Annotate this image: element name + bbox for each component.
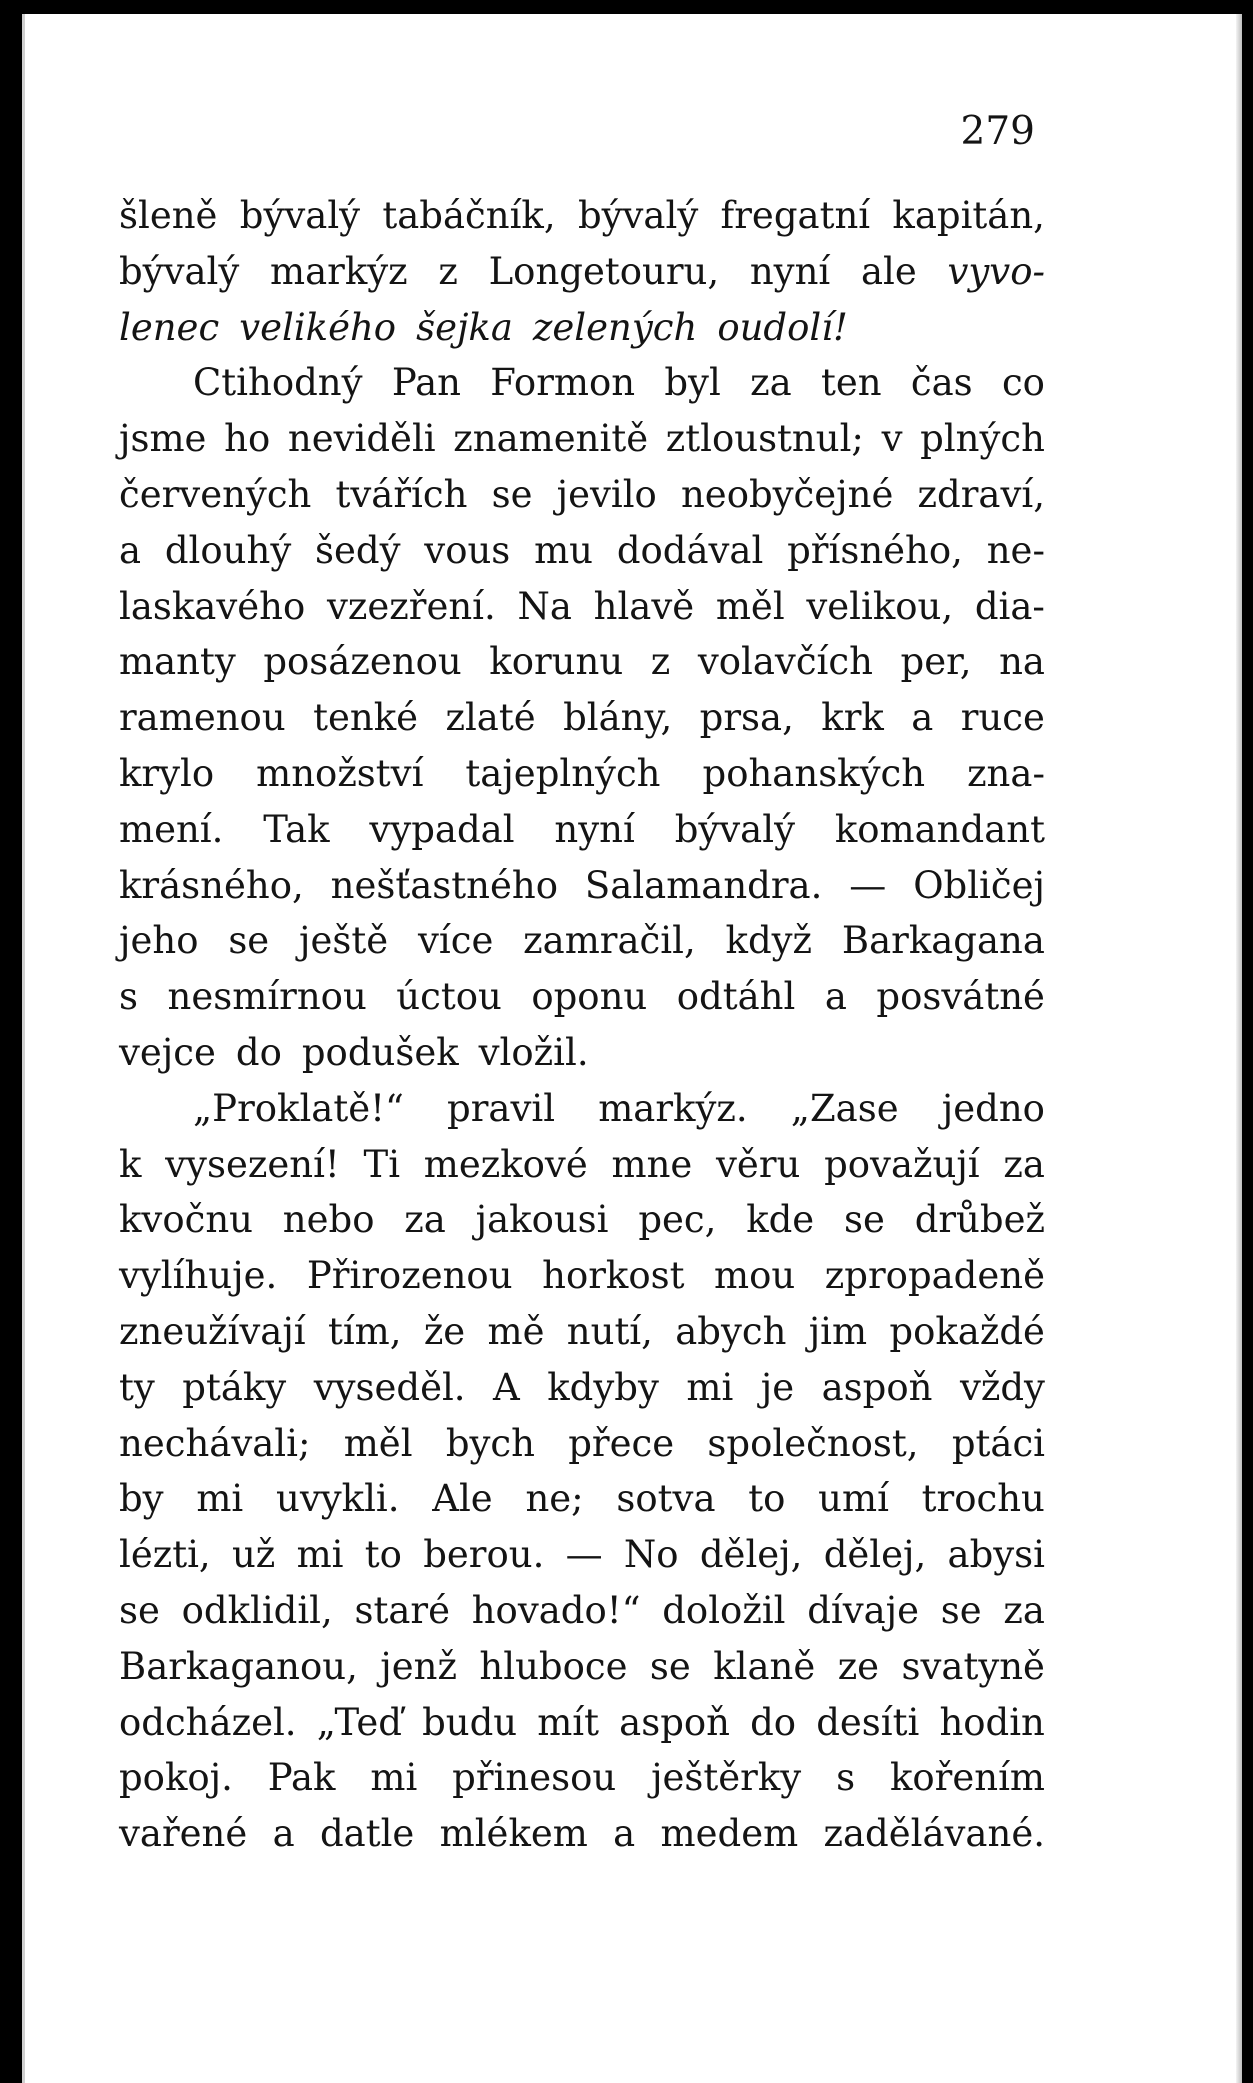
word: úctou: [396, 975, 502, 1019]
text-line: [119, 579, 1045, 635]
word: když: [725, 919, 813, 963]
word: Ale: [432, 1477, 493, 1521]
word: že: [423, 1309, 466, 1353]
word: mi: [686, 1365, 734, 1409]
word: krásného,: [119, 863, 304, 907]
word: umí: [818, 1477, 889, 1521]
text-line: [119, 969, 1045, 1025]
word: za: [1003, 1588, 1045, 1632]
word: je: [760, 1365, 795, 1409]
word: doložil: [662, 1588, 786, 1632]
word: oponu: [531, 975, 648, 1019]
word: k: [119, 1142, 142, 1186]
word: manty: [119, 640, 236, 684]
word: za: [404, 1198, 446, 1242]
word: markýz.: [598, 1086, 748, 1130]
word: se: [228, 919, 270, 963]
word: tenké: [313, 696, 419, 740]
word: pokaždé: [889, 1309, 1045, 1353]
word: pec,: [638, 1198, 717, 1242]
word: bývalý: [577, 194, 699, 237]
word: kdyby: [547, 1365, 659, 1409]
scan-left-border: [0, 0, 22, 2083]
word: Longetouru,: [488, 249, 720, 293]
word: odtáhl: [676, 975, 796, 1019]
word: prsa,: [699, 696, 794, 740]
text-line: [119, 1583, 1045, 1639]
body-text: [119, 188, 1045, 1862]
word: posázenou: [263, 640, 462, 684]
word: volavčích: [697, 640, 873, 684]
word: ze: [837, 1644, 880, 1688]
word: mlékem: [439, 1812, 588, 1856]
word: abysi: [947, 1533, 1045, 1577]
word: Salamandra.: [584, 863, 823, 907]
text-line: [119, 1416, 1045, 1472]
text-line: [119, 858, 1045, 914]
word: jenž: [380, 1644, 457, 1688]
word: jim: [808, 1309, 868, 1353]
word: ještěrky: [651, 1756, 802, 1800]
word: s: [836, 1756, 856, 1800]
word: kvočnu: [119, 1198, 253, 1242]
word: jevilo: [556, 472, 657, 516]
word: A: [493, 1365, 520, 1409]
word: do: [235, 1030, 282, 1074]
word: mi: [196, 1477, 244, 1521]
word: a: [911, 696, 934, 740]
text-line: [119, 1025, 1045, 1081]
word: ptáky: [182, 1365, 287, 1409]
word: mne: [611, 1142, 693, 1186]
word: mi: [296, 1533, 344, 1577]
text-line: [119, 355, 1045, 411]
word: tvářích: [335, 472, 468, 516]
page-edge-shadow: [1236, 14, 1242, 2083]
word: přinesou: [452, 1756, 617, 1800]
word: s: [119, 975, 138, 1019]
word: na: [999, 640, 1045, 684]
word: byl: [664, 361, 721, 405]
word: bývalý: [119, 249, 240, 293]
word: hluboce: [479, 1644, 628, 1688]
word: blány,: [563, 696, 673, 740]
word: se: [119, 1588, 160, 1632]
word: více: [417, 919, 494, 963]
word: za: [750, 361, 792, 405]
word: vypadal: [369, 807, 515, 851]
text-line: [119, 1360, 1045, 1416]
word: mu: [534, 528, 594, 572]
word: nebo: [282, 1198, 375, 1242]
text-line: [119, 1527, 1045, 1583]
word: sotva: [616, 1477, 716, 1521]
word: ho: [224, 417, 271, 461]
word: čas: [910, 361, 973, 405]
word: jeho: [119, 919, 199, 963]
text-line: [119, 300, 1045, 356]
word: —: [849, 863, 887, 907]
word: pokoj.: [119, 1756, 233, 1800]
word: krylo: [119, 751, 215, 795]
word: mezkové: [423, 1142, 588, 1186]
word: ztloustnul;: [665, 417, 864, 461]
word: staré: [354, 1588, 450, 1632]
text-line: [119, 1081, 1045, 1137]
word: se: [844, 1198, 885, 1242]
word: ten: [820, 361, 882, 405]
word: zpropadeně: [824, 1254, 1045, 1298]
word: dlouhý: [164, 528, 292, 572]
word: kořením: [889, 1756, 1045, 1800]
word: Formon: [490, 361, 636, 405]
word: šejka: [416, 305, 513, 349]
word: ptáci: [951, 1421, 1045, 1465]
word: No: [623, 1533, 679, 1577]
word: a: [272, 1812, 295, 1856]
word: laskavého: [119, 584, 306, 628]
word: vyvo-: [947, 249, 1045, 293]
word: oudolí!: [717, 305, 848, 349]
word: jsme: [119, 417, 207, 461]
word: vložil.: [478, 1030, 589, 1074]
word: a: [613, 1812, 636, 1856]
word: nyní: [554, 807, 635, 851]
word: bývalý: [674, 807, 795, 851]
word: pravil: [447, 1086, 556, 1130]
word: mi: [370, 1756, 418, 1800]
word: věru: [716, 1142, 801, 1186]
word: velikou,: [806, 584, 954, 628]
word: nutí,: [566, 1309, 653, 1353]
word: šleně: [119, 194, 218, 237]
word: Přirozenou: [306, 1254, 513, 1298]
word: Ti: [363, 1142, 401, 1186]
word: per,: [900, 640, 972, 684]
word: zamračil,: [523, 919, 696, 963]
word: aspoň: [619, 1700, 730, 1744]
word: horkost: [542, 1254, 685, 1298]
word: zlaté: [445, 696, 536, 740]
text-line: [119, 244, 1045, 300]
word: vous: [424, 528, 511, 572]
word: ale: [860, 249, 917, 293]
word: mení.: [119, 807, 224, 851]
text-line: [119, 1248, 1045, 1304]
text-line: [119, 523, 1045, 579]
word: desíti: [816, 1700, 920, 1744]
word: nesmírnou: [167, 975, 367, 1019]
word: už: [231, 1533, 276, 1577]
word: berou.: [423, 1533, 545, 1577]
word: ramenou: [119, 696, 286, 740]
word: ne-: [986, 528, 1045, 572]
word: dodával: [616, 528, 764, 572]
word: z: [438, 249, 458, 293]
word: dia-: [974, 584, 1045, 628]
word: nešťastného: [330, 863, 558, 907]
word: budu: [422, 1700, 518, 1744]
word: plných: [920, 417, 1045, 461]
word: a: [119, 528, 142, 572]
word: ne;: [525, 1477, 584, 1521]
text-line: [119, 411, 1045, 467]
word: mít: [537, 1700, 600, 1744]
word: mou: [714, 1254, 796, 1298]
word: tabáčník,: [382, 194, 556, 237]
word: tajeplných: [465, 751, 661, 795]
word: posvátné: [876, 975, 1045, 1019]
word: to: [364, 1533, 402, 1577]
word: tím,: [327, 1309, 402, 1353]
word: lézti,: [119, 1533, 211, 1577]
text-line: [119, 802, 1045, 858]
word: markýz: [270, 249, 408, 293]
word: „Zase: [790, 1086, 899, 1130]
text-line: [119, 1639, 1045, 1695]
word: co: [1001, 361, 1045, 405]
word: měl: [343, 1421, 413, 1465]
word: hlavě: [593, 584, 695, 628]
word: „Proklatě!“: [193, 1086, 404, 1130]
word: společnost,: [707, 1421, 919, 1465]
word: vejce: [119, 1030, 216, 1074]
word: korunu: [489, 640, 624, 684]
word: neobyčejné: [680, 472, 894, 516]
word: přísného,: [787, 528, 963, 572]
word: zdraví,: [917, 472, 1045, 516]
word: zna-: [967, 751, 1045, 795]
word: by: [119, 1477, 164, 1521]
word: ruce: [960, 696, 1045, 740]
word: vysezení!: [165, 1142, 340, 1186]
text-line: [119, 1137, 1045, 1193]
text-line: [119, 1750, 1045, 1806]
word: datle: [319, 1812, 415, 1856]
word: do: [750, 1700, 797, 1744]
word: vyseděl.: [313, 1365, 466, 1409]
word: ještě: [299, 919, 389, 963]
text-line: [119, 1192, 1045, 1248]
word: hodin: [939, 1700, 1045, 1744]
scan-left-edge: [22, 14, 25, 2083]
text-line: [119, 1304, 1045, 1360]
word: vařené: [119, 1812, 248, 1856]
text-line: [119, 746, 1045, 802]
text-line: [119, 690, 1045, 746]
word: podušek: [301, 1030, 459, 1074]
word: měl: [715, 584, 785, 628]
word: drůbež: [914, 1198, 1045, 1242]
word: mě: [487, 1309, 545, 1353]
word: zadělávané.: [823, 1812, 1045, 1856]
word: uvykli.: [276, 1477, 400, 1521]
text-line: [119, 1695, 1045, 1751]
word: v: [881, 417, 903, 461]
page-number: 279: [960, 109, 1035, 154]
word: množství: [256, 751, 424, 795]
text-line: [119, 467, 1045, 523]
word: —: [565, 1533, 603, 1577]
word: považují: [824, 1142, 980, 1186]
word: klaně: [713, 1644, 816, 1688]
word: nechávali;: [119, 1421, 311, 1465]
text-line: [119, 1806, 1045, 1862]
word: dělej,: [823, 1533, 927, 1577]
word: se: [491, 472, 533, 516]
word: znamenitě: [453, 417, 649, 461]
word: dělej,: [699, 1533, 803, 1577]
word: zelených: [532, 305, 698, 349]
word: ty: [119, 1365, 155, 1409]
word: Barkaganou,: [119, 1644, 358, 1688]
text-line: [119, 913, 1045, 969]
word: přece: [568, 1421, 675, 1465]
word: za: [1003, 1142, 1045, 1186]
word: hovado!“: [471, 1588, 641, 1632]
word: neviděli: [287, 417, 436, 461]
word: Pak: [267, 1756, 336, 1800]
word: se: [649, 1644, 691, 1688]
word: lenec: [119, 305, 220, 349]
word: nyní: [749, 249, 831, 293]
word: Pan: [391, 361, 461, 405]
text-line: [119, 634, 1045, 690]
word: kde: [746, 1198, 815, 1242]
word: Tak: [263, 807, 330, 851]
word: zneužívají: [119, 1309, 306, 1353]
word: jakousi: [475, 1198, 609, 1242]
scan-top-border: [0, 0, 1253, 14]
word: svatyně: [901, 1644, 1045, 1688]
word: Ctihodný: [193, 361, 363, 405]
word: velikého: [239, 305, 397, 349]
word: odcházel.: [119, 1700, 297, 1744]
text-line: [119, 188, 1045, 244]
word: aspoň: [821, 1365, 933, 1409]
word: bych: [445, 1421, 535, 1465]
word: dívaje: [807, 1588, 920, 1632]
word: komandant: [834, 807, 1045, 851]
word: vždy: [959, 1365, 1045, 1409]
word: pohanských: [702, 751, 926, 795]
word: abych: [675, 1309, 787, 1353]
word: krk: [821, 696, 884, 740]
word: „Teď: [316, 1700, 402, 1744]
word: Na: [517, 584, 572, 628]
word: kapitán,: [892, 194, 1045, 237]
text-line: [119, 1471, 1045, 1527]
word: fregatní: [720, 194, 871, 237]
word: se: [940, 1588, 982, 1632]
word: červených: [119, 472, 312, 516]
word: bývalý: [239, 194, 361, 237]
word: Obličej: [913, 863, 1045, 907]
word: a: [824, 975, 847, 1019]
word: medem: [660, 1812, 799, 1856]
word: šedý: [315, 528, 401, 572]
word: odklidil,: [181, 1588, 333, 1632]
scan-right-border: [1242, 0, 1253, 2083]
word: to: [748, 1477, 786, 1521]
word: z: [650, 640, 671, 684]
word: vzezření.: [326, 584, 496, 628]
word: jedno: [941, 1086, 1045, 1130]
word: trochu: [921, 1477, 1045, 1521]
word: vylíhuje.: [119, 1254, 278, 1298]
word: Barkagana: [841, 919, 1045, 963]
